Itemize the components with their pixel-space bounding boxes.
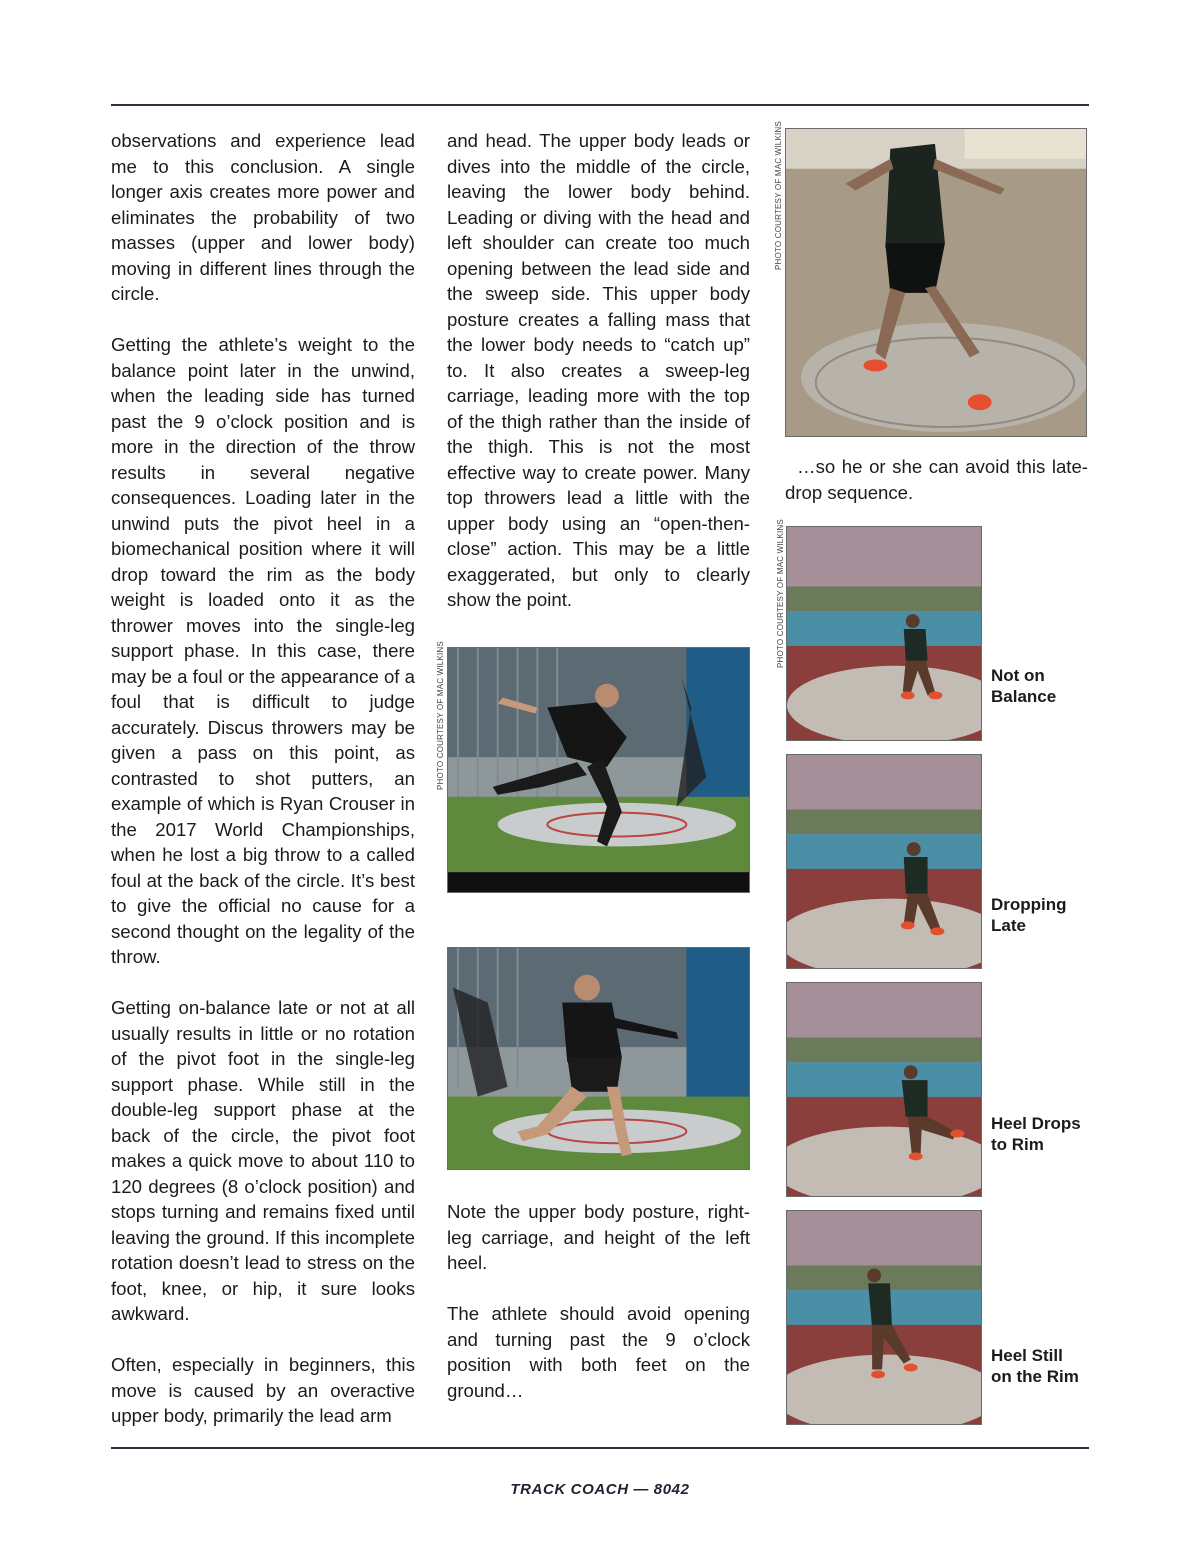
- article-column-2-top: [447, 128, 750, 613]
- sequence-photo-3: [786, 982, 982, 1197]
- paragraph: and head. The upper body leads or dives into the middle of the circle, leaving the lower body behind. Leading or diving with the head and left shoulder can create too much opening between the lead side and the sweep side. This upper body posture creates a falling mass that the lower body needs to “catch up” to. It also creates a sweep-leg carriage, leading more with the top of the thigh rather than the inside of the thigh. This is not the most effective way to create power. Many top throwers lead a little with the upper body using an “open-then-close” action. This may be a little exaggerated, but only to clearly show the point.: [447, 130, 750, 610]
- article-column-2-bottom: [447, 1199, 750, 1403]
- photo-caption: [785, 454, 1088, 505]
- caption-text: …so he or she can avoid this late-drop sequence.: [785, 456, 1088, 503]
- sequence-photo-2: [786, 754, 982, 969]
- paragraph: Note the upper body posture, right-leg carriage, and height of the left heel.: [447, 1201, 750, 1273]
- photo-credit: PHOTO COURTESY OF MAC WILKINS: [436, 641, 445, 790]
- label-line: to Rim: [991, 1135, 1044, 1154]
- label-line: Heel Still: [991, 1346, 1063, 1365]
- article-column-1: [111, 128, 415, 1429]
- label-line: Late: [991, 916, 1026, 935]
- label-line: Dropping: [991, 895, 1067, 914]
- bottom-rule: [111, 1447, 1089, 1449]
- label-line: Heel Drops: [991, 1114, 1081, 1133]
- top-rule: [111, 104, 1089, 106]
- photo-thrower-training-2: [447, 947, 750, 1170]
- sequence-label-1: [991, 665, 1091, 707]
- photo-credit: PHOTO COURTESY OF MAC WILKINS: [774, 121, 783, 270]
- paragraph: Often, especially in beginners, this move is caused by an overactive upper body, primarily the lead arm: [111, 1354, 415, 1426]
- sequence-photo-4: [786, 1210, 982, 1425]
- paragraph: Getting the athlete’s weight to the balance point later in the unwind, when the leading side has turned past the 9 o’clock position and is more in the direction of the throw results in several negative consequences. Loading later in the unwind puts the pivot heel in a biomechanical position where it will drop toward the rim as the body weight is loaded onto it as the thrower moves into the single-leg support phase. In this case, there may be a foul or the appearance of a foul that is difficult to judge accurately. Discus throwers may be given a pass on this point, as contrasted to shot putters, an example of which is Ryan Crouser in the 2017 World Championships, when he lost a big throw to a called foul at the back of the circle. It’s best to give the official no cause for a second thought on the legality of the throw.: [111, 334, 415, 967]
- sequence-label-4: [991, 1345, 1091, 1387]
- label-line: Not on: [991, 666, 1045, 685]
- paragraph: The athlete should avoid opening and turning past the 9 o’clock position with both feet on the ground…: [447, 1303, 750, 1401]
- photo-thrower-circle: [785, 128, 1087, 437]
- paragraph: observations and experience lead me to this conclusion. A single longer axis creates more power and eliminates the probability of two masses (upper and lower body) moving in different lines through the circle.: [111, 130, 415, 304]
- label-line: on the Rim: [991, 1367, 1079, 1386]
- paragraph: Getting on-balance late or not at all usually results in little or no rotation of the pivot foot in the single-leg support phase. While still in the double-leg support phase at the back of the circle, the pivot foot makes a quick move to about 110 to 120 degrees (8 o’clock position) and stops turning and remains fixed until leaving the ground. If this incomplete rotation doesn’t lead to stress on the foot, knee, or hip, it sure looks awkward.: [111, 997, 415, 1324]
- sequence-label-3: [991, 1113, 1091, 1155]
- sequence-photo-1: [786, 526, 982, 741]
- label-line: Balance: [991, 687, 1057, 706]
- photo-thrower-training-1: [447, 647, 750, 893]
- page-footer: TRACK COACH — 8042: [510, 1481, 690, 1498]
- sequence-label-2: [991, 894, 1091, 936]
- photo-credit: PHOTO COURTESY OF MAC WILKINS: [776, 519, 785, 668]
